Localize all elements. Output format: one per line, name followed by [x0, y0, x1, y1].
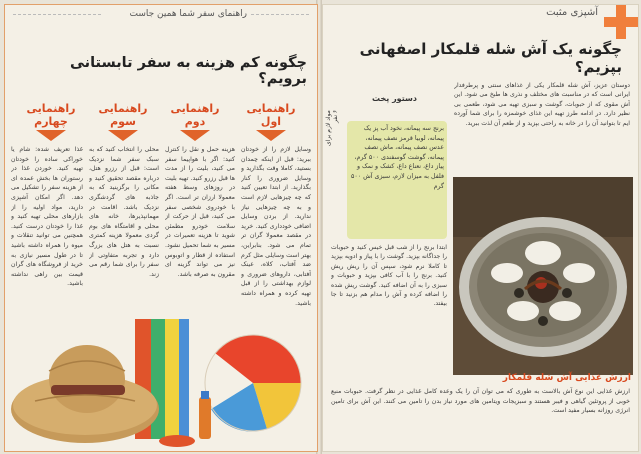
guide-1: [243, 102, 299, 141]
recipe-label: دستور پخت: [372, 94, 417, 103]
guide-label: راهنمایی چهارم: [26, 102, 76, 128]
guide-label: راهنمایی دوم: [170, 102, 220, 128]
flip-flop: [159, 435, 195, 447]
chevron-down-icon: [36, 130, 66, 141]
guide-3: [95, 102, 151, 141]
guide-label: راهنمایی اول: [246, 102, 296, 128]
guide-4: [23, 102, 79, 141]
recipe-headline: چگونه یک آش شله قلمکار اصفهانی بپزیم؟: [359, 40, 622, 76]
guide-4-text: غذا تعریف شده: شام یا خوراکی ساده را خودتان تهیه کنید. خوردن غذا در رستوران ها بخش عمده ای از هزینه سفر را تشکیل می دهد. اگر امکان آشپزی دارید، مواد اولیه را از بازارهای محلی تهیه کنید و غذا را خودتان درست کنید. همچنین می توانید تنقلات و میوه را همراه داشته باشید تا در طول مسیر نیازی به خرید از فروشگاه های گران قیمت بین راهی نداشته باشید.: [11, 146, 83, 288]
side-note: مواد لازم برای ۶ نفر: [325, 110, 339, 146]
guide-1-text: وسایل لازم را از خودتان ببرید: قبل از اینکه چمدان بستید، کاملا وقت بگذارید و وسایل ضروری را کنار بگذارید. از ابتدا تعیین کنید که چه چیزهایی لازم است و به چه چیزهایی نیاز ندارید. از بردن وسایل اضافی خودداری کنید. خرید در مقصد معمولا گران تر تمام می شود. بنابراین، بهتر است وسایلی مثل کرم ضد آفتاب، کلاه، عینک آفتابی، داروهای ضروری و لوازم بهداشتی را از قبل تهیه کرده و همراه داشته باشید.: [241, 146, 311, 307]
chevron-down-icon: [180, 130, 210, 141]
divider: [251, 14, 309, 15]
beach-ball: [204, 335, 301, 432]
plus-icon: [604, 5, 638, 39]
guide-2-text: هزینه حمل و نقل را کنترل کنید: اگر با هواپیما سفر می کنید، بلیت را از مدت ها قبل رزرو کنید. تهیه بلیت در روزهای وسط هفته معمولا ارزان تر است. اگر با خودروی شخصی سفر می کنید، قبل از حرکت از سلامت خودرو مطمئن شوید تا هزینه تعمیرات در مسیر به شما تحمیل نشود. استفاده از قطار و اتوبوس نیز می تواند گزینه ای مقرون به صرفه باشد.: [165, 146, 235, 278]
guide-3-text: محلی را انتخاب کنید که به سبک سفر شما نزدیک است: قبل از رزرو هتل، درباره مقصد تحقیق کنید و مکانی را برگزینید که به جاذبه های گردشگری نزدیک باشد. اقامت در مهمانپذیرها، خانه های محلی و اقامتگاه های بوم گردی معمولا هزینه کمتری نسبت به هتل های بزرگ دارد و تجربه متفاوتی از سفر را برای شما رقم می زند.: [89, 146, 159, 278]
section-title: آشپزی مثبت: [546, 7, 598, 18]
photo-caption: ارزش غذایی آش شله قلمکار: [502, 373, 631, 383]
chevron-down-icon: [108, 130, 138, 141]
travel-page: [4, 4, 318, 452]
ash-photo: [453, 177, 633, 375]
ingredients-box: برنج سه پیمانه، نخود آب پز یک پیمانه، لوبیا قرمز نصف پیمانه، عدس نصف پیمانه، ماش نصف پیمانه، گوشت گوسفندی ۵۰۰ گرم، پیاز داغ، نعناع داغ، کشک و نمک و فلفل به میزان لازم، سبزی آش ۵۰۰ گرم: [347, 121, 447, 239]
series-title: راهنمای سفر شما همین جاست: [129, 9, 247, 19]
intro-text: دوستان عزیز، آش شله قلمکار یکی از غذاهای سنتی و پرطرفدار ایرانی است که در مناسبت های مختلف و نذری ها طبخ می شود. این آش مقوی که از حبوبات، گوشت و سبزی تهیه می شود، طعمی بی نظیر دارد. در ادامه طرز تهیه این غذای خوشمزه را برای شما آورده ایم تا بتوانید آن را در خانه به راحتی بپزید و از طعم آن لذت ببرید.: [454, 82, 630, 127]
recipe-body: ابتدا برنج را از شب قبل خیس کنید و حبوبات را جداگانه بپزید. گوشت را با پیاز و ادویه بپزید تا کاملا نرم شود، سپس آن را ریش ریش کنید. برنج را با آب کافی بپزید و حبوبات و سبزی را به آن اضافه کنید. گوشت ریش شده را اضافه کرده و آش را مدام هم بزنید تا جا بیفتد.: [331, 244, 447, 308]
travel-headline: چگونه کم هزینه به سفر تابستانی برویم؟: [69, 55, 307, 87]
guide-2: [167, 102, 223, 141]
nutrition-text: ارزش غذایی این نوع آش بالاست به طوری که می توان آن را یک وعده کامل غذایی در نظر گرفت. حبوبات منبع خوبی از پروتئین گیاهی و فیبر هستند و سبزیجات ویتامین های مورد نیاز بدن را تامین می کنند. این آش برای تامین انرژی روزانه بسیار مفید است.: [331, 388, 630, 414]
divider: [13, 14, 101, 15]
travel-illustration: [5, 301, 317, 451]
cooking-page: [322, 4, 639, 452]
sunscreen-bottle: [199, 391, 211, 439]
guide-label: راهنمایی سوم: [98, 102, 148, 128]
chevron-down-icon: [256, 130, 286, 141]
